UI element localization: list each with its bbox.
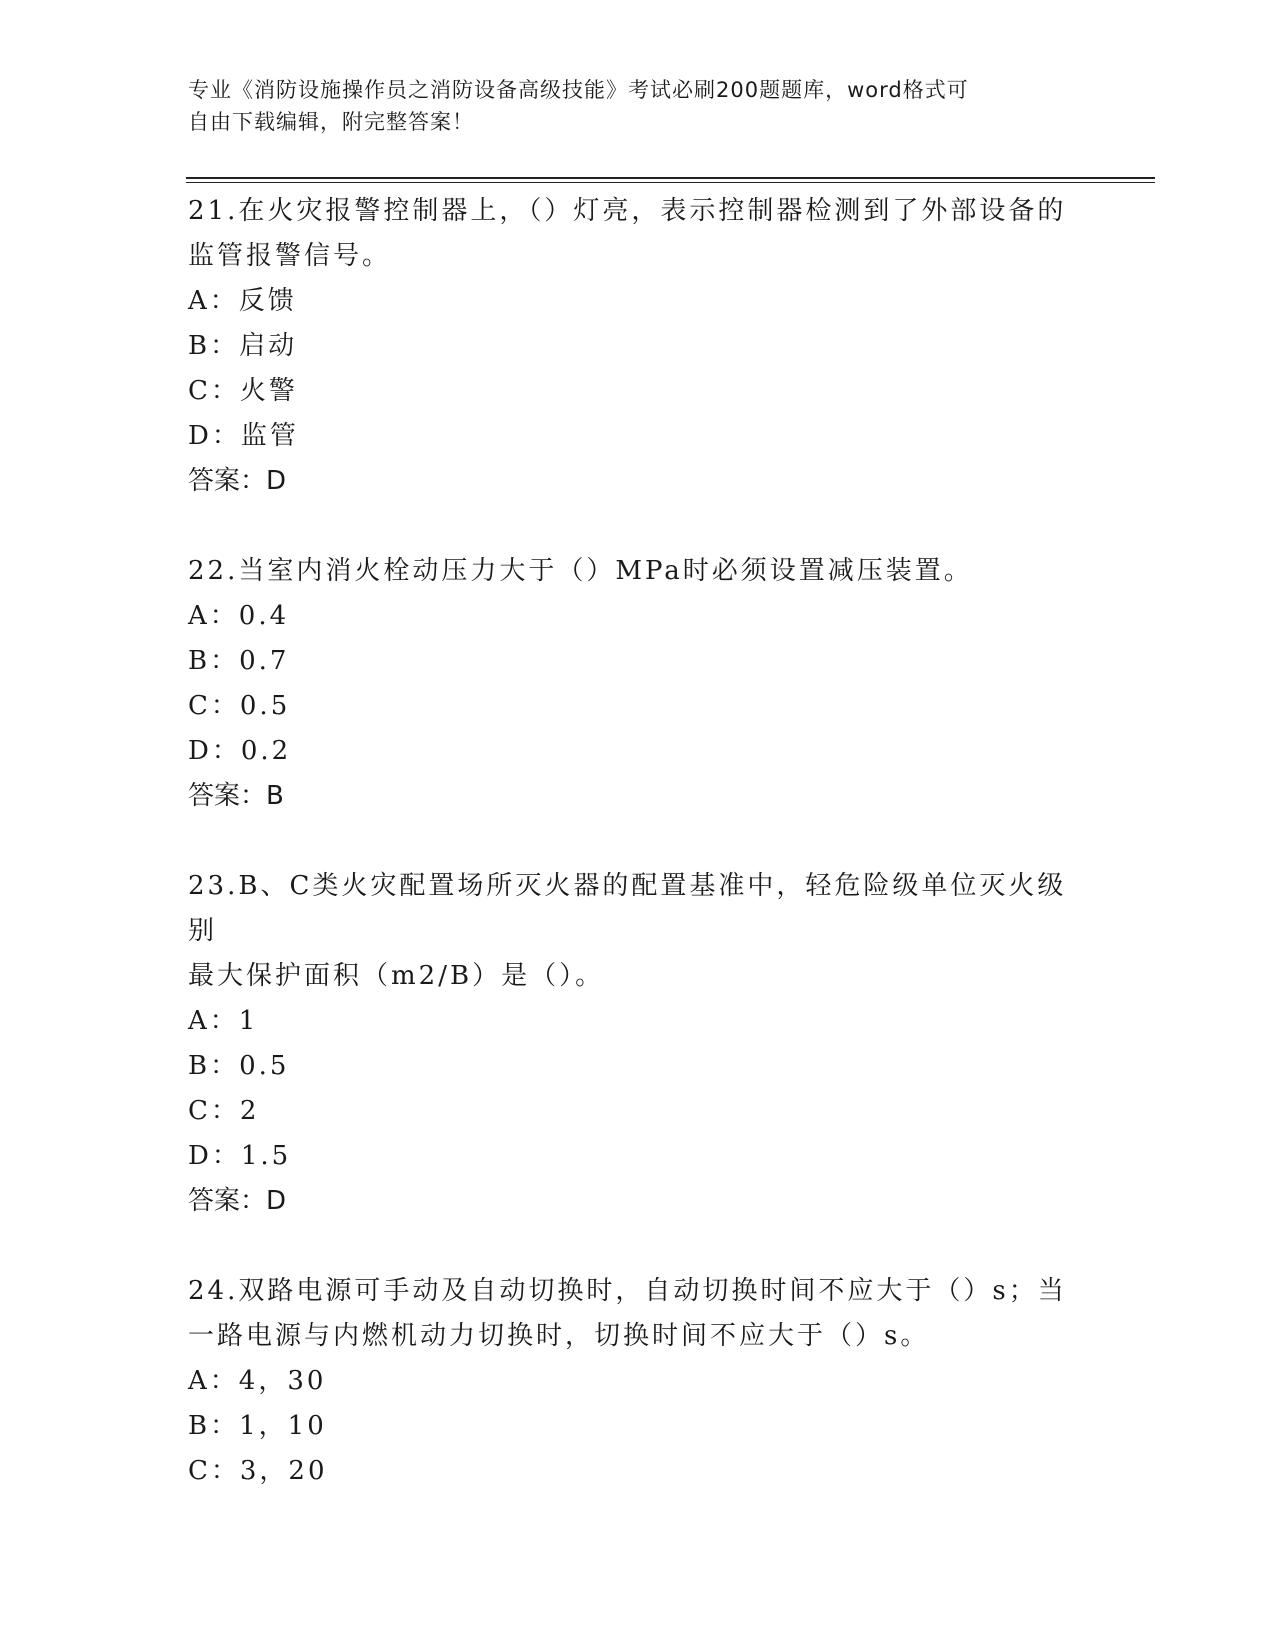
- option-b: B：1，10: [188, 1411, 327, 1441]
- question-stem-line: 监管报警信号。: [188, 241, 392, 271]
- question-22: [188, 549, 1088, 819]
- question-stem-line: 22.当室内消火栓动压力大于（）MPa时必须设置减压装置。: [188, 556, 973, 586]
- option-a: A：4，30: [188, 1366, 327, 1396]
- option-b: B：启动: [188, 331, 298, 361]
- option-b: B：0.5: [188, 1051, 290, 1081]
- option-c: C：2: [188, 1096, 260, 1126]
- header-divider-thick: [186, 177, 1155, 179]
- question-stem-line: 21.在火灾报警控制器上，（）灯亮，表示控制器检测到了外部设备的: [188, 196, 1067, 226]
- option-c: C：3，20: [188, 1456, 328, 1486]
- question-stem-line: 最大保护面积（m2/B）是（）。: [188, 961, 605, 991]
- header-divider-thin: [186, 182, 1155, 183]
- question-stem-line: 23.B、C类火灾配置场所灭火器的配置基准中，轻危险级单位灭火级别: [188, 871, 1067, 946]
- question-stem-line: 24.双路电源可手动及自动切换时，自动切换时间不应大于（）s；当: [188, 1276, 1067, 1306]
- question-24: [188, 1269, 1088, 1494]
- option-a: A：反馈: [188, 286, 297, 316]
- option-a: A：0.4: [188, 601, 290, 631]
- answer-line: 答案：D: [188, 466, 287, 496]
- option-c: C：火警: [188, 376, 298, 406]
- question-21: [188, 189, 1088, 504]
- question-list: [188, 189, 1088, 1539]
- answer-line: 答案：D: [188, 1186, 287, 1216]
- option-d: D：0.2: [188, 736, 292, 766]
- option-c: C：0.5: [188, 691, 291, 721]
- document-header: [188, 74, 1068, 138]
- question-stem-line: 一路电源与内燃机动力切换时，切换时间不应大于（）s。: [188, 1321, 930, 1351]
- option-d: D：1.5: [188, 1141, 292, 1171]
- option-b: B：0.7: [188, 646, 290, 676]
- answer-line: 答案：B: [188, 781, 284, 811]
- question-23: [188, 864, 1088, 1224]
- header-line-1: 专业《消防设施操作员之消防设备高级技能》考试必刷200题题库，word格式可: [188, 78, 969, 102]
- option-a: A：1: [188, 1006, 259, 1036]
- option-d: D：监管: [188, 421, 299, 451]
- header-line-2: 自由下载编辑，附完整答案！: [188, 110, 474, 134]
